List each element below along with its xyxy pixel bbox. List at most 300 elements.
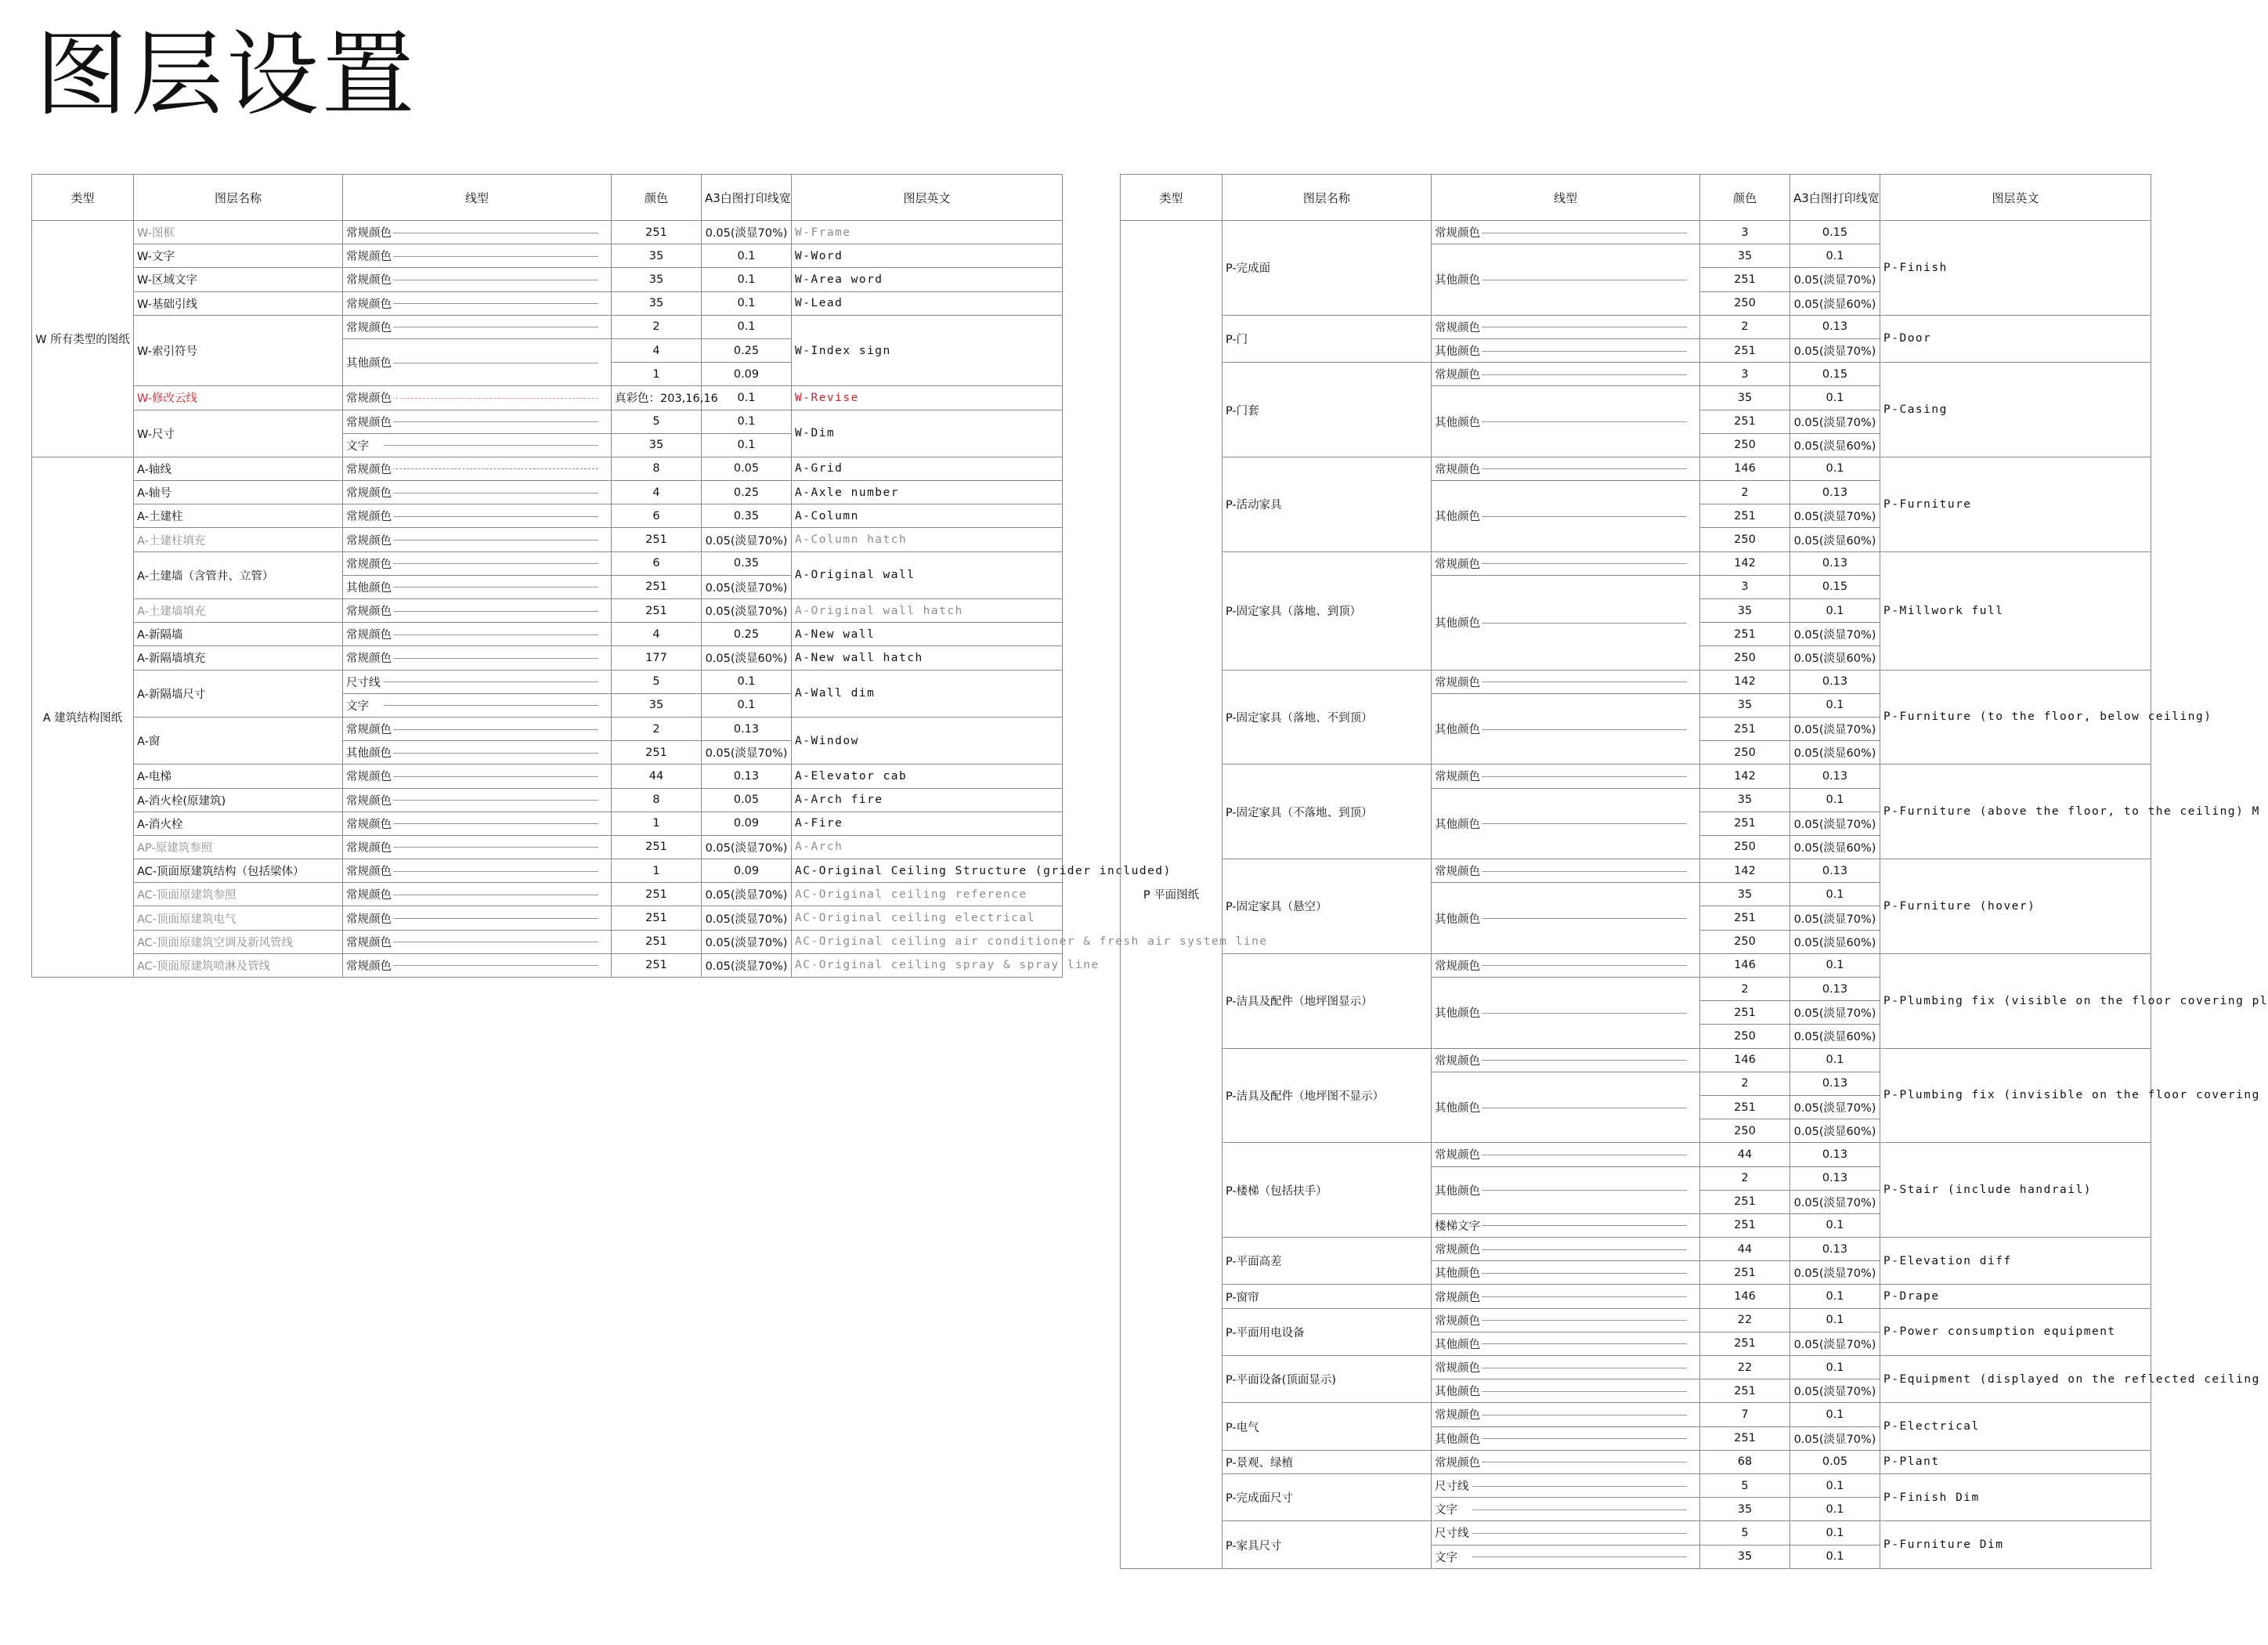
- table-row: [32, 599, 1063, 623]
- layer-name-cell: AC-顶面原建筑参照: [134, 883, 343, 906]
- layer-english-cell: P-Finish Dim: [1880, 1473, 2151, 1520]
- print-width-cell: 0.05(淡显70%): [702, 883, 792, 906]
- print-width-cell: 0.05(淡显60%): [1790, 291, 1880, 315]
- linetype-label: 其他颜色: [1435, 1102, 1480, 1115]
- linetype-cell: [343, 835, 612, 859]
- layer-english-cell: P-Plant: [1880, 1450, 2151, 1473]
- linetype-sample-line: [384, 705, 598, 706]
- color-index-cell: 250: [1700, 930, 1790, 953]
- table-row: [32, 953, 1063, 977]
- layer-english-cell: P-Finish: [1880, 221, 2151, 316]
- print-width-cell: 0.1: [1790, 1213, 1880, 1237]
- linetype-sample-line: [1472, 965, 1687, 966]
- header-print-width: A3白图打印线宽: [1790, 175, 1880, 221]
- print-width-cell: 0.1: [1790, 788, 1880, 812]
- linetype-cell: [343, 883, 612, 906]
- print-width-cell: 0.13: [702, 765, 792, 788]
- linetype-sample-line: [1472, 1060, 1687, 1061]
- linetype-sample-line: [384, 445, 598, 446]
- layer-english-cell: AC-Original ceiling air conditioner & fresh air system line: [792, 930, 1063, 953]
- print-width-cell: 0.1: [702, 670, 792, 693]
- layer-name-cell: A-电梯: [134, 765, 343, 788]
- color-index-cell: 251: [1700, 717, 1790, 740]
- linetype-sample-line: [384, 729, 598, 730]
- linetype-cell: [1432, 1143, 1700, 1166]
- linetype-label: 其他颜色: [1435, 818, 1480, 831]
- color-index-cell: 251: [612, 741, 702, 765]
- color-index-cell: 251: [1700, 1379, 1790, 1403]
- layer-name-cell: P-家具尺寸: [1222, 1521, 1432, 1568]
- color-index-cell: 146: [1700, 457, 1790, 480]
- layer-name-cell: P-固定家具（不落地、到顶）: [1222, 765, 1432, 859]
- color-index-cell: 8: [612, 457, 702, 480]
- linetype-sample-line: [1472, 623, 1687, 624]
- linetype-label: 常规颜色: [1435, 1149, 1480, 1162]
- linetype-sample-line: [384, 587, 598, 588]
- linetype-label: 其他颜色: [1435, 511, 1480, 524]
- layer-name-cell: A-土建墙（含管井、立管）: [134, 551, 343, 598]
- linetype-label: 文字: [1435, 1504, 1457, 1517]
- print-width-cell: 0.05: [702, 457, 792, 480]
- print-width-cell: 0.05(淡显60%): [1790, 930, 1880, 953]
- layer-name-cell: P-电气: [1222, 1403, 1432, 1450]
- color-index-cell: 250: [1700, 1025, 1790, 1048]
- color-index-cell: 1: [612, 812, 702, 835]
- color-index-cell: 177: [612, 646, 702, 670]
- linetype-label: 常规颜色: [346, 889, 392, 902]
- print-width-cell: 0.09: [702, 812, 792, 835]
- color-index-cell: 5: [612, 410, 702, 433]
- color-index-cell: 35: [1700, 883, 1790, 906]
- layer-english-cell: W-Revise: [792, 386, 1063, 410]
- table-row: [1121, 1450, 2151, 1473]
- layer-english-cell: P-Millwork full: [1880, 551, 2151, 670]
- color-index-cell: 251: [1700, 504, 1790, 528]
- layer-english-cell: AC-Original ceiling spray & spray line: [792, 953, 1063, 977]
- print-width-cell: 0.05(淡显70%): [1790, 410, 1880, 433]
- linetype-cell: [343, 741, 612, 765]
- linetype-cell: [343, 953, 612, 977]
- print-width-cell: 0.05(淡显70%): [702, 221, 792, 244]
- color-index-cell: 35: [1700, 788, 1790, 812]
- linetype-cell: [1432, 978, 1700, 1049]
- print-width-cell: 0.1: [1790, 1473, 1880, 1497]
- layer-english-cell: A-New wall: [792, 623, 1063, 646]
- linetype-label: 常规颜色: [1435, 1362, 1480, 1376]
- color-index-cell: 251: [1700, 1213, 1790, 1237]
- print-width-cell: 0.1: [1790, 1048, 1880, 1072]
- linetype-label: 常规颜色: [346, 913, 392, 926]
- linetype-cell: [1432, 315, 1700, 338]
- linetype-sample-line: [1472, 1296, 1687, 1297]
- linetype-label: 常规颜色: [346, 463, 392, 476]
- layer-english-cell: P-Furniture (to the floor, below ceiling): [1880, 670, 2151, 765]
- linetype-label: 其他颜色: [1435, 1267, 1480, 1281]
- print-width-cell: 0.1: [1790, 1356, 1880, 1379]
- table-row: [32, 268, 1063, 291]
- print-width-cell: 0.13: [1790, 551, 1880, 575]
- linetype-cell: [1432, 788, 1700, 859]
- color-index-cell: 251: [1700, 1190, 1790, 1213]
- color-index-cell: 5: [612, 670, 702, 693]
- linetype-label: 其他颜色: [1435, 1184, 1480, 1198]
- layer-name-cell: W-图框: [134, 221, 343, 244]
- linetype-cell: [343, 457, 612, 480]
- layer-name-cell: P-平面高差: [1222, 1238, 1432, 1285]
- print-width-cell: 0.13: [1790, 765, 1880, 788]
- linetype-label: 其他颜色: [1435, 617, 1480, 631]
- print-width-cell: 0.35: [702, 551, 792, 575]
- linetype-label: 其他颜色: [346, 357, 392, 371]
- color-index-cell: 22: [1700, 1356, 1790, 1379]
- table-row: [32, 457, 1063, 480]
- color-index-cell: 250: [1700, 528, 1790, 551]
- linetype-sample-line: [384, 421, 598, 422]
- print-width-cell: 0.05(淡显70%): [702, 575, 792, 598]
- linetype-cell: [1432, 1521, 1700, 1545]
- linetype-sample-line: [384, 871, 598, 872]
- linetype-sample-line: [1472, 729, 1687, 730]
- print-width-cell: 0.13: [1790, 670, 1880, 693]
- linetype-sample-line: [384, 800, 598, 801]
- print-width-cell: 0.35: [702, 504, 792, 528]
- print-width-cell: 0.05(淡显60%): [1790, 741, 1880, 765]
- layer-english-cell: A-Axle number: [792, 481, 1063, 504]
- table-row: [1121, 859, 2151, 883]
- color-index-cell: 2: [1700, 315, 1790, 338]
- linetype-label: 常规颜色: [1435, 676, 1480, 689]
- layer-english-cell: P-Plumbing fix (visible on the floor covering pl: [1880, 953, 2151, 1048]
- linetype-cell: [1432, 1166, 1700, 1213]
- linetype-sample-line: [1472, 1013, 1687, 1014]
- linetype-cell: [343, 338, 612, 385]
- table-row: [1121, 1285, 2151, 1308]
- linetype-cell: [1432, 244, 1700, 316]
- linetype-cell: [343, 575, 612, 598]
- linetype-cell: [343, 859, 612, 883]
- linetype-sample-line: [1472, 1533, 1687, 1534]
- print-width-cell: 0.13: [702, 717, 792, 740]
- linetype-label: 常规颜色: [346, 392, 392, 406]
- linetype-sample-line: [1472, 776, 1687, 777]
- color-index-cell: 2: [1700, 978, 1790, 1001]
- layer-english-cell: A-Column: [792, 504, 1063, 528]
- table-row: [1121, 1403, 2151, 1426]
- linetype-cell: [1432, 1498, 1700, 1521]
- color-index-cell: 251: [1700, 1001, 1790, 1025]
- print-width-cell: 0.05(淡显70%): [702, 930, 792, 953]
- color-index-cell: 251: [612, 930, 702, 953]
- linetype-cell: [343, 812, 612, 835]
- color-index-cell: 35: [612, 291, 702, 315]
- linetype-sample-line: [384, 563, 598, 564]
- color-index-cell: 35: [612, 693, 702, 717]
- linetype-label: 常规颜色: [1435, 1054, 1480, 1068]
- linetype-sample-line: [1472, 1391, 1687, 1392]
- table-row: [32, 623, 1063, 646]
- linetype-label: 常规颜色: [346, 274, 392, 287]
- color-index-cell: 2: [1700, 481, 1790, 504]
- print-width-cell: 0.05(淡显60%): [1790, 433, 1880, 457]
- color-index-cell: 250: [1700, 646, 1790, 670]
- color-index-cell: 251: [1700, 1095, 1790, 1119]
- table-row: [1121, 315, 2151, 338]
- linetype-label: 常规颜色: [346, 511, 392, 524]
- table-row: [1121, 221, 2151, 244]
- linetype-label: 常规颜色: [346, 818, 392, 831]
- linetype-label: 常规颜色: [346, 416, 392, 429]
- color-index-cell: 4: [612, 623, 702, 646]
- layer-name-cell: W-基础引线: [134, 291, 343, 315]
- linetype-cell: [1432, 1332, 1700, 1355]
- linetype-sample-line: [384, 918, 598, 919]
- print-width-cell: 0.09: [702, 859, 792, 883]
- linetype-cell: [1432, 1261, 1700, 1285]
- layer-english-cell: P-Furniture Dim: [1880, 1521, 2151, 1568]
- layer-name-cell: P-门: [1222, 315, 1432, 362]
- color-index-cell: 35: [1700, 1545, 1790, 1568]
- table-row: [1121, 1356, 2151, 1379]
- table-row: [32, 481, 1063, 504]
- table-row: [32, 812, 1063, 835]
- linetype-sample-line: [1472, 1509, 1687, 1510]
- print-width-cell: 0.05(淡显70%): [702, 599, 792, 623]
- layer-name-cell: P-门套: [1222, 363, 1432, 457]
- layer-english-cell: P-Stair (include handrail): [1880, 1143, 2151, 1238]
- color-index-cell: 251: [612, 883, 702, 906]
- print-width-cell: 0.13: [1790, 859, 1880, 883]
- table-row: [32, 551, 1063, 575]
- linetype-cell: [1432, 1213, 1700, 1237]
- print-width-cell: 0.05(淡显60%): [1790, 528, 1880, 551]
- linetype-sample-line: [1472, 1249, 1687, 1250]
- table-row: [32, 883, 1063, 906]
- linetype-label: 常规颜色: [346, 794, 392, 808]
- layer-english-cell: P-Equipment (displayed on the reflected ceiling: [1880, 1356, 2151, 1403]
- print-width-cell: 0.05(淡显70%): [1790, 268, 1880, 291]
- color-index-cell: 251: [1700, 1261, 1790, 1285]
- linetype-label: 其他颜色: [346, 747, 392, 761]
- color-index-cell: 251: [1700, 1332, 1790, 1355]
- layer-name-cell: P-洁具及配件（地坪图显示）: [1222, 953, 1432, 1048]
- print-width-cell: 0.05(淡显70%): [702, 906, 792, 930]
- print-width-cell: 0.05(淡显70%): [1790, 1001, 1880, 1025]
- color-index-cell: 真彩色：203,16,16: [612, 386, 702, 410]
- color-index-cell: 251: [1700, 812, 1790, 835]
- linetype-sample-line: [1472, 563, 1687, 564]
- layer-name-cell: A-土建柱: [134, 504, 343, 528]
- layer-english-cell: W-Dim: [792, 410, 1063, 457]
- color-index-cell: 251: [1700, 623, 1790, 646]
- color-index-cell: 35: [1700, 693, 1790, 717]
- print-width-cell: 0.05(淡显70%): [1790, 1332, 1880, 1355]
- print-width-cell: 0.05(淡显70%): [1790, 1095, 1880, 1119]
- table-row: [32, 717, 1063, 740]
- layer-english-cell: P-Power consumption equipment: [1880, 1308, 2151, 1355]
- table-header-row: [32, 175, 1063, 221]
- print-width-cell: 0.1: [702, 693, 792, 717]
- print-width-cell: 0.25: [702, 481, 792, 504]
- print-width-cell: 0.05: [702, 788, 792, 812]
- linetype-cell: [343, 481, 612, 504]
- color-index-cell: 5: [1700, 1521, 1790, 1545]
- layer-english-cell: P-Furniture: [1880, 457, 2151, 551]
- color-index-cell: 35: [1700, 244, 1790, 268]
- linetype-cell: [343, 765, 612, 788]
- print-width-cell: 0.05(淡显70%): [702, 953, 792, 977]
- header-layer-name: 图层名称: [134, 175, 343, 221]
- linetype-cell: [1432, 481, 1700, 552]
- linetype-cell: [343, 551, 612, 575]
- header-type: 类型: [32, 175, 134, 221]
- layer-name-cell: AC-顶面原建筑电气: [134, 906, 343, 930]
- layer-english-cell: P-Elevation diff: [1880, 1238, 2151, 1285]
- layer-english-cell: P-Furniture (hover): [1880, 859, 2151, 954]
- linetype-label: 常规颜色: [1435, 463, 1480, 476]
- layer-english-cell: P-Door: [1880, 315, 2151, 362]
- color-index-cell: 251: [612, 906, 702, 930]
- layer-name-cell: P-楼梯（包括扶手）: [1222, 1143, 1432, 1238]
- print-width-cell: 0.05(淡显70%): [1790, 338, 1880, 362]
- print-width-cell: 0.1: [702, 386, 792, 410]
- print-width-cell: 0.1: [1790, 1498, 1880, 1521]
- linetype-cell: [343, 693, 612, 717]
- layer-english-cell: P-Drape: [1880, 1285, 2151, 1308]
- layer-name-cell: P-完成面: [1222, 221, 1432, 316]
- linetype-cell: [1432, 1403, 1700, 1426]
- linetype-label: 常规颜色: [346, 653, 392, 666]
- linetype-label: 常规颜色: [1435, 866, 1480, 879]
- table-row: [32, 315, 1063, 338]
- layer-name-cell: A-土建柱填充: [134, 528, 343, 551]
- header-color: 颜色: [1700, 175, 1790, 221]
- table-row: [32, 788, 1063, 812]
- linetype-sample-line: [1472, 1320, 1687, 1321]
- linetype-sample-line: [384, 398, 598, 399]
- linetype-label: 常规颜色: [346, 960, 392, 973]
- color-index-cell: 3: [1700, 575, 1790, 598]
- print-width-cell: 0.13: [1790, 315, 1880, 338]
- color-index-cell: 146: [1700, 1048, 1790, 1072]
- linetype-sample-line: [1472, 1343, 1687, 1344]
- layer-name-cell: W-索引符号: [134, 315, 343, 386]
- linetype-cell: [1432, 1450, 1700, 1473]
- table-row: [32, 765, 1063, 788]
- linetype-sample-line: [384, 965, 598, 966]
- drawing-type-cell: W 所有类型的图纸: [32, 221, 134, 457]
- linetype-sample-line: [384, 516, 598, 517]
- linetype-label: 常规颜色: [346, 771, 392, 784]
- linetype-label: 常规颜色: [1435, 1291, 1480, 1304]
- layer-name-cell: P-固定家具（悬空）: [1222, 859, 1432, 954]
- linetype-label: 常规颜色: [346, 936, 392, 949]
- print-width-cell: 0.15: [1790, 575, 1880, 598]
- linetype-cell: [343, 599, 612, 623]
- color-index-cell: 44: [1700, 1143, 1790, 1166]
- print-width-cell: 0.05: [1790, 1450, 1880, 1473]
- color-index-cell: 251: [1700, 906, 1790, 930]
- color-index-cell: 142: [1700, 765, 1790, 788]
- linetype-sample-line: [1472, 516, 1687, 517]
- linetype-sample-line: [1472, 1225, 1687, 1226]
- linetype-sample-line: [1472, 1438, 1687, 1439]
- linetype-cell: [1432, 883, 1700, 954]
- table-row: [32, 221, 1063, 244]
- color-index-cell: 1: [612, 363, 702, 386]
- table-row: [32, 528, 1063, 551]
- layer-name-cell: P-平面设备(顶面显示): [1222, 1356, 1432, 1403]
- layer-english-cell: W-Lead: [792, 291, 1063, 315]
- print-width-cell: 0.13: [1790, 481, 1880, 504]
- linetype-cell: [343, 221, 612, 244]
- linetype-sample-line: [1472, 918, 1687, 919]
- color-index-cell: 44: [1700, 1238, 1790, 1261]
- linetype-cell: [1432, 953, 1700, 977]
- print-width-cell: 0.05(淡显70%): [702, 835, 792, 859]
- linetype-cell: [343, 504, 612, 528]
- layer-name-cell: A-轴线: [134, 457, 343, 480]
- layer-english-cell: P-Plumbing fix (invisible on the floor covering: [1880, 1048, 2151, 1143]
- print-width-cell: 0.1: [1790, 1308, 1880, 1332]
- print-width-cell: 0.25: [702, 338, 792, 362]
- linetype-label: 常规颜色: [1435, 960, 1480, 973]
- layer-name-cell: A-新隔墙尺寸: [134, 670, 343, 717]
- linetype-cell: [1432, 670, 1700, 693]
- print-width-cell: 0.1: [1790, 693, 1880, 717]
- linetype-cell: [1432, 363, 1700, 386]
- layer-name-cell: P-景观、绿植: [1222, 1450, 1432, 1473]
- print-width-cell: 0.05(淡显60%): [702, 646, 792, 670]
- color-index-cell: 251: [612, 575, 702, 598]
- print-width-cell: 0.1: [1790, 386, 1880, 410]
- linetype-cell: [1432, 693, 1700, 765]
- color-index-cell: 35: [612, 244, 702, 268]
- layer-english-cell: A-Grid: [792, 457, 1063, 480]
- linetype-cell: [1432, 1545, 1700, 1568]
- linetype-label: 常规颜色: [346, 629, 392, 642]
- print-width-cell: 0.1: [1790, 883, 1880, 906]
- linetype-sample-line: [1472, 871, 1687, 872]
- print-width-cell: 0.05(淡显60%): [1790, 835, 1880, 859]
- linetype-cell: [343, 528, 612, 551]
- print-width-cell: 0.13: [1790, 1143, 1880, 1166]
- linetype-label: 尺寸线: [1435, 1480, 1469, 1494]
- linetype-cell: [1432, 386, 1700, 457]
- linetype-sample-line: [384, 634, 598, 635]
- linetype-cell: [1432, 551, 1700, 575]
- table-row: [1121, 953, 2151, 977]
- layer-english-cell: AC-Original ceiling reference: [792, 883, 1063, 906]
- linetype-label: 其他颜色: [1435, 1433, 1480, 1446]
- color-index-cell: 251: [1700, 1426, 1790, 1450]
- print-width-cell: 0.05(淡显70%): [1790, 1379, 1880, 1403]
- color-index-cell: 250: [1700, 291, 1790, 315]
- print-width-cell: 0.05(淡显70%): [1790, 1261, 1880, 1285]
- color-index-cell: 142: [1700, 670, 1790, 693]
- linetype-label: 常规颜色: [346, 866, 392, 879]
- linetype-label: 其他颜色: [1435, 724, 1480, 737]
- color-index-cell: 251: [612, 953, 702, 977]
- header-layer-english: 图层英文: [792, 175, 1063, 221]
- linetype-cell: [343, 410, 612, 433]
- color-index-cell: 35: [1700, 386, 1790, 410]
- layer-english-cell: AC-Original ceiling electrical: [792, 906, 1063, 930]
- color-index-cell: 146: [1700, 1285, 1790, 1308]
- linetype-sample-line: [1472, 1190, 1687, 1191]
- print-width-cell: 0.1: [1790, 1521, 1880, 1545]
- print-width-cell: 0.1: [702, 315, 792, 338]
- print-width-cell: 0.15: [1790, 363, 1880, 386]
